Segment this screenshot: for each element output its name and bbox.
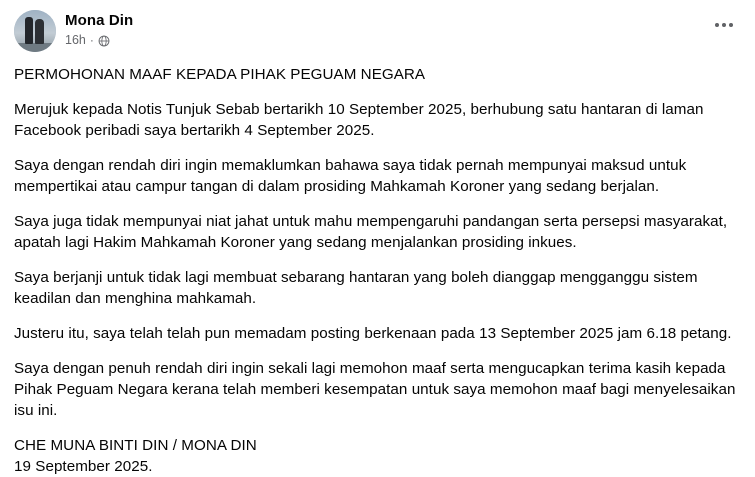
post-paragraph: Merujuk kepada Notis Tunjuk Sebab bertarikh 10 September 2025, berhubung satu hantaran di laman Facebook peribadi saya bertarikh 4 September 2025. <box>14 101 704 139</box>
post-paragraph: Saya dengan penuh rendah diri ingin sekali lagi memohon maaf serta mengucapkan terima kasih kepada Pihak Peguam Negara kerana telah memberi kesempatan untuk saya memohon maaf bagi menyelesaikan isu ini. <box>14 360 736 419</box>
post-meta <box>65 32 133 49</box>
post-timestamp[interactable]: 16h <box>65 33 86 47</box>
post-paragraph: CHE MUNA BINTI DIN / MONA DIN <box>14 437 257 454</box>
avatar-foreground <box>14 43 56 52</box>
post-paragraph: 19 September 2025. <box>14 458 153 475</box>
avatar[interactable] <box>14 10 56 52</box>
post-paragraph: Saya dengan rendah diri ingin memaklumkan bahawa saya tidak pernah mempunyai maksud untuk mempertikai atau campur tangan di dalam prosiding Mahkamah Koroner yang sedang berjalan. <box>14 157 687 195</box>
ellipsis-dots <box>715 23 733 27</box>
post-paragraph: Saya juga tidak mempunyai niat jahat untuk mahu mempengaruhi pandangan serta persepsi masyarakat, apatah lagi Hakim Mahkamah Koroner yang sedang menjalankan prosiding inkues. <box>14 213 728 251</box>
author-name[interactable]: Mona Din <box>65 12 134 29</box>
avatar-figure-left <box>25 17 33 44</box>
post-paragraph: Saya berjanji untuk tidak lagi membuat sebarang hantaran yang boleh dianggap mengganggu sistem keadilan dan menghina mahkamah. <box>14 269 698 307</box>
post-author-block <box>65 10 133 49</box>
globe-icon[interactable] <box>98 35 110 47</box>
meta-separator: · <box>89 33 94 47</box>
post-paragraph: Justeru itu, saya telah telah pun memadam posting berkenaan pada 13 September 2025 jam 6.18 petang. <box>14 325 732 342</box>
post-header <box>0 0 755 56</box>
post-message <box>0 56 755 477</box>
post-paragraph: PERMOHONAN MAAF KEPADA PIHAK PEGUAM NEGARA <box>14 66 426 83</box>
ellipsis-icon[interactable] <box>709 12 739 38</box>
avatar-figure-right <box>35 19 44 44</box>
